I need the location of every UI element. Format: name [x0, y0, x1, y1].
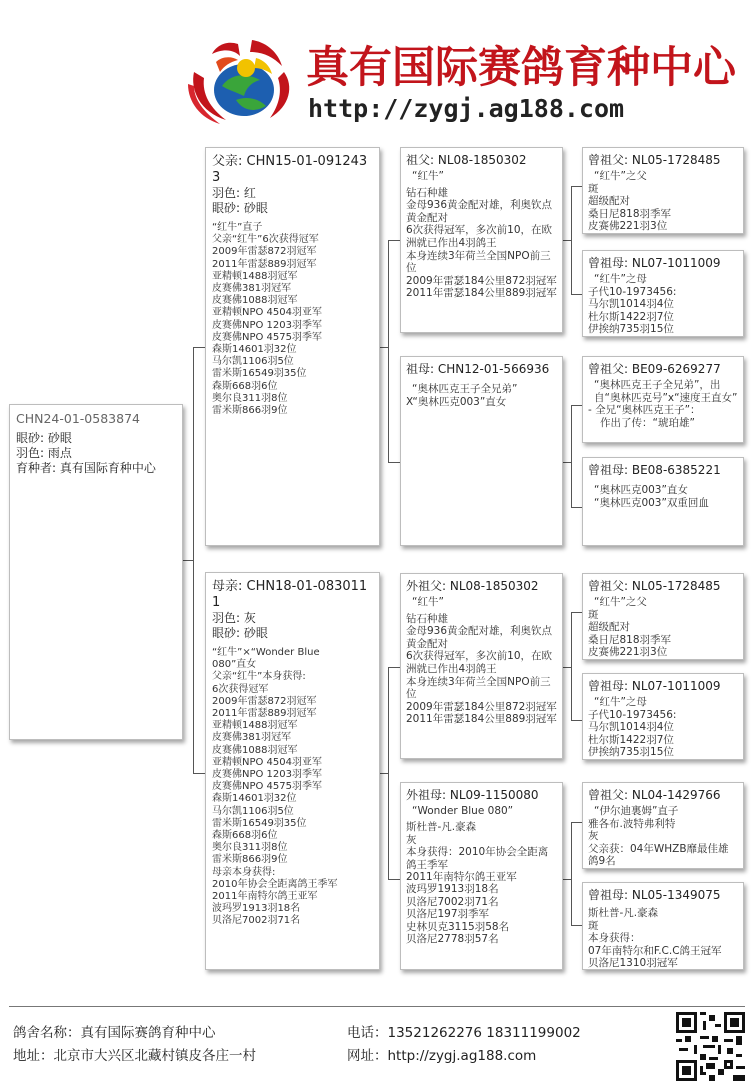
- note-line: 本身连续3年荷兰全国NPO前三位: [406, 249, 551, 275]
- footer-phone: 电话：13521262276 18311199002: [347, 1025, 581, 1041]
- connector-line: [388, 667, 400, 668]
- note-line: 2011年雷瑟184公里889羽冠军: [406, 287, 557, 300]
- note-line: 皮赛佛NPO 1203羽季军: [212, 769, 323, 781]
- note-line: 马尔凯1106羽5位: [212, 805, 294, 817]
- sire-title: 父亲: CHN15-01-0912433: [212, 154, 368, 185]
- connector-line: [571, 405, 572, 508]
- note-line: 森斯14601羽32位: [212, 344, 297, 356]
- ggp-notes: [588, 273, 738, 336]
- connector-line: [193, 347, 194, 773]
- note-line: “红牛”之父: [594, 596, 647, 608]
- great-grandsire-card: [582, 356, 744, 443]
- great-granddam-card: [582, 673, 744, 760]
- note-line: 子代10-1973456:: [588, 285, 677, 298]
- note-line: 皮赛佛NPO 4575羽季军: [212, 331, 323, 343]
- ggp-title: 曾祖母: NL07-1011009: [588, 679, 721, 693]
- dam-notes: [212, 647, 373, 928]
- note-line: 森斯14601羽32位: [212, 793, 297, 805]
- note-line: 波玛罗1913羽18名: [212, 903, 301, 915]
- note-line: 奥尔良311羽8位: [212, 392, 288, 404]
- connector-line: [193, 773, 205, 774]
- note-line: “Wonder Blue 080”: [412, 805, 514, 817]
- note-line: 2009年雷瑟184公里872羽冠军: [406, 700, 557, 713]
- note-line: 父亲获：04年WHZB靡最佳雄: [588, 842, 729, 855]
- note-line: 6次获得冠军，多次前10，在欧洲就已作出4羽鸽王: [406, 650, 553, 675]
- subject-color: 羽色: 雨点: [16, 446, 72, 460]
- subject-ring: CHN24-01-0583874: [16, 411, 140, 426]
- note-line: 本身获得：2010年协会全距离鸽王季军: [406, 846, 549, 871]
- ggp-title: 曾祖母: NL07-1011009: [588, 256, 721, 270]
- note-line: 贝洛尼7002羽71名: [212, 915, 301, 927]
- note-line: 080”直女: [212, 659, 257, 671]
- connector-line: [571, 294, 582, 295]
- subject-card: [9, 404, 183, 740]
- note-line: 杜尔斯1422羽7位: [588, 310, 674, 323]
- note-line: 斑: [588, 608, 599, 621]
- ggp-notes: [588, 596, 738, 659]
- note-line: 斯杜普-凡.豪森: [588, 907, 659, 919]
- note-line: 2009年雷瑟872羽冠军: [212, 695, 317, 707]
- note-line: 斑: [588, 919, 599, 932]
- note-line: “红牛”之母: [594, 273, 647, 285]
- paternal-granddam-notes: [406, 383, 557, 408]
- note-line: 灰: [406, 833, 417, 846]
- note-line: “红牛”之父: [594, 170, 647, 182]
- note-line: 史林贝克3115羽58名: [406, 920, 510, 933]
- maternal-grandsire-title: 外祖父: NL08-1850302: [406, 579, 539, 593]
- note-line: 雷米斯866羽9位: [212, 854, 288, 866]
- maternal-grandsire-notes: [406, 596, 557, 726]
- note-line: “红牛”×“Wonder Blue: [212, 647, 320, 658]
- paternal-grandsire-title: 祖父: NL08-1850302: [406, 153, 527, 167]
- subject-breeder: 育种者: 真有国际育种中心: [16, 461, 156, 475]
- note-line: 皮赛佛221羽3位: [588, 646, 668, 659]
- note-line: 父亲“红牛”本身获得:: [212, 671, 306, 683]
- note-line: 亚精顿NPO 4504羽亚军: [212, 756, 323, 768]
- header: [0, 0, 753, 135]
- note-line: 6次获得冠军，多次前10，在欧洲就已作出4羽鸽王: [406, 224, 553, 249]
- ggp-notes: [588, 484, 738, 509]
- note-line: 子代10-1973456:: [588, 708, 677, 721]
- note-line: 2011年雷瑟889羽冠军: [212, 258, 317, 270]
- note-line: 贝洛尼2778羽57名: [406, 933, 499, 946]
- sire-eye: 眼砂: 砂眼: [212, 201, 268, 215]
- note-line: 2011年雷瑟184公里889羽冠军: [406, 713, 557, 726]
- note-line: 鸽9名: [588, 855, 616, 868]
- great-granddam-card: [582, 250, 744, 337]
- note-line: 皮赛佛1088羽冠军: [212, 295, 298, 307]
- connector-line: [571, 405, 582, 406]
- connector-line: [388, 667, 389, 880]
- note-line: - 全兄“奥林匹克王子”：: [588, 404, 701, 417]
- maternal-granddam-title: 外祖母: NL09-1150080: [406, 788, 539, 802]
- note-line: 皮赛佛1088羽冠军: [212, 744, 298, 756]
- note-line: “奥林匹克003”双重回血: [594, 496, 709, 509]
- connector-line: [571, 720, 582, 721]
- ggp-notes: [588, 170, 738, 233]
- note-line: 父亲“红牛”6次获得冠军: [212, 234, 319, 246]
- paternal-grandsire-notes: [406, 170, 557, 300]
- footer-address: 地址：北京市大兴区北藏村镇皮各庄一村: [13, 1048, 256, 1064]
- dam-eye: 眼砂: 砂眼: [212, 626, 268, 640]
- note-line: 2011年雷瑟889羽冠军: [212, 708, 317, 720]
- connector-line: [571, 186, 572, 294]
- note-line: 07年南特尔和F.C.C鸽王冠军: [588, 944, 722, 957]
- note-line: 雷米斯866羽9位: [212, 405, 288, 417]
- qr-code-icon: [676, 1012, 745, 1081]
- note-line: 马尔凯1014羽4位: [588, 721, 674, 734]
- note-line: “伊尔迪裏姆”直子: [594, 805, 679, 817]
- note-line: 皮赛佛NPO 1203羽季军: [212, 319, 323, 331]
- note-line: 森斯668羽6位: [212, 830, 278, 842]
- note-line: 亚精顿NPO 4504羽亚军: [212, 307, 323, 319]
- note-line: 伊挨纳735羽15位: [588, 746, 674, 759]
- note-line: 本身连续3年荷兰全国NPO前三位: [406, 675, 551, 701]
- note-line: 贝洛尼197羽季军: [406, 908, 490, 921]
- footer-divider: [9, 1006, 745, 1007]
- connector-line: [571, 822, 572, 925]
- connector-line: [571, 612, 572, 720]
- note-line: 超级配对: [588, 195, 630, 208]
- note-line: 马尔凯1014羽4位: [588, 298, 674, 311]
- ggp-title: 曾祖父: BE09-6269277: [588, 362, 721, 376]
- ggp-title: 曾祖母: BE08-6385221: [588, 463, 721, 477]
- note-line: 奥尔良311羽8位: [212, 842, 288, 854]
- note-line: 2010年协会全距离鸽王季军: [212, 878, 338, 890]
- connector-line: [388, 240, 400, 241]
- page-title: 真有国际赛鸽育种中心: [306, 43, 736, 93]
- paternal-granddam-card: [400, 356, 563, 546]
- ggp-title: 曾祖母: NL05-1349075: [588, 888, 721, 902]
- connector-line: [388, 240, 389, 463]
- connector-line: [571, 612, 582, 613]
- dam-title: 母亲: CHN18-01-0830111: [212, 579, 368, 610]
- footer-loft-name: 鸽舍名称：真有国际赛鸽育种中心: [13, 1025, 216, 1041]
- ggp-notes: [588, 696, 738, 759]
- connector-line: [571, 822, 582, 823]
- note-line: “奥林匹克王子全兄弟”，出自“奥林匹克号”x“速度王直女”: [594, 379, 738, 404]
- paternal-grandsire-card: [400, 147, 563, 333]
- note-line: 亚精顿1488羽冠军: [212, 720, 298, 732]
- dam-color: 羽色: 灰: [212, 611, 256, 625]
- note-line: 金母936黄金配对雄，利奥钦点黄金配对: [406, 199, 553, 224]
- connector-line: [571, 925, 582, 926]
- connector-line: [193, 347, 205, 348]
- note-line: 桑日尼818羽季军: [588, 207, 672, 220]
- great-grandsire-card: [582, 573, 744, 660]
- note-line: “奥林匹克003”直女: [594, 484, 688, 496]
- note-line: “红牛”直子: [212, 222, 263, 233]
- note-line: 贝洛尼7002羽71名: [406, 895, 499, 908]
- note-line: 皮赛佛NPO 4575羽季军: [212, 781, 323, 793]
- note-line: 贝洛尼1310羽冠军: [588, 957, 678, 970]
- note-line: 2009年雷瑟184公里872羽冠军: [406, 274, 557, 287]
- note-line: “红牛”: [412, 170, 444, 182]
- maternal-granddam-card: [400, 782, 563, 970]
- note-line: 超级配对: [588, 621, 630, 634]
- note-line: 2009年雷瑟872羽冠军: [212, 246, 317, 258]
- note-line: 钻石种雄: [406, 612, 448, 625]
- ggp-title: 曾祖父: NL05-1728485: [588, 579, 721, 593]
- note-line: 作出了传：“琥珀雄”: [600, 416, 695, 429]
- connector-line: [571, 186, 582, 187]
- paternal-granddam-title: 祖母: CHN12-01-566936: [406, 362, 550, 376]
- note-line: 马尔凯1106羽5位: [212, 356, 294, 368]
- logo-icon: [186, 38, 302, 124]
- note-line: 波玛罗1913羽18名: [406, 883, 499, 896]
- note-line: 皮赛佛221羽3位: [588, 220, 668, 233]
- sire-notes: [212, 222, 373, 417]
- note-line: 本身获得：: [588, 932, 641, 945]
- great-granddam-card: [582, 882, 744, 970]
- note-line: 雷米斯16549羽35位: [212, 817, 307, 829]
- note-line: 森斯668羽6位: [212, 380, 278, 392]
- great-grandsire-card: [582, 147, 744, 234]
- maternal-granddam-notes: [406, 805, 557, 945]
- note-line: 2011年南特尔鸽王亚军: [406, 871, 517, 884]
- connector-line: [571, 507, 582, 508]
- note-line: “红牛”: [412, 596, 444, 608]
- note-line: 皮赛佛381羽冠军: [212, 732, 292, 744]
- note-line: 杜尔斯1422羽7位: [588, 733, 674, 746]
- note-line: 亚精顿1488羽冠军: [212, 270, 298, 282]
- note-line: “红牛”之母: [594, 696, 647, 708]
- ggp-notes: [588, 805, 738, 868]
- note-line: 母亲本身获得:: [212, 866, 276, 878]
- note-line: 斑: [588, 182, 599, 195]
- note-line: 皮赛佛381羽冠军: [212, 283, 292, 295]
- ggp-title: 曾祖父: NL05-1728485: [588, 153, 721, 167]
- note-line: X“奥林匹克003”直女: [406, 395, 507, 408]
- maternal-grandsire-card: [400, 573, 563, 759]
- note-line: 2011年南特尔鸽王亚军: [212, 891, 318, 903]
- note-line: 6次获得冠军: [212, 683, 269, 695]
- subject-eye: 眼砂: 砂眼: [16, 431, 72, 445]
- ggp-title: 曾祖父: NL04-1429766: [588, 788, 721, 802]
- dam-card: [205, 572, 380, 970]
- note-line: 伊挨纳735羽15位: [588, 323, 674, 336]
- site-url: http://zygj.ag188.com: [308, 94, 625, 123]
- note-line: 灰: [588, 830, 599, 843]
- great-grandsire-card: [582, 782, 744, 869]
- connector-line: [388, 462, 400, 463]
- sire-color: 羽色: 红: [212, 186, 256, 200]
- sire-card: [205, 147, 380, 546]
- note-line: 雅各布.波特弗利特: [588, 817, 676, 830]
- note-line: 雷米斯16549羽35位: [212, 368, 307, 380]
- great-granddam-card: [582, 457, 744, 546]
- note-line: 钻石种雄: [406, 186, 448, 199]
- connector-line: [388, 879, 400, 880]
- note-line: 斯杜普-凡.豪森: [406, 821, 477, 834]
- note-line: 桑日尼818羽季军: [588, 633, 672, 646]
- ggp-notes: [588, 379, 738, 429]
- note-line: 金母936黄金配对雄，利奥钦点黄金配对: [406, 625, 553, 650]
- ggp-notes: [588, 907, 738, 970]
- note-line: “奥林匹克王子全兄弟”: [412, 383, 518, 395]
- footer-website: 网址：http://zygj.ag188.com: [347, 1048, 537, 1064]
